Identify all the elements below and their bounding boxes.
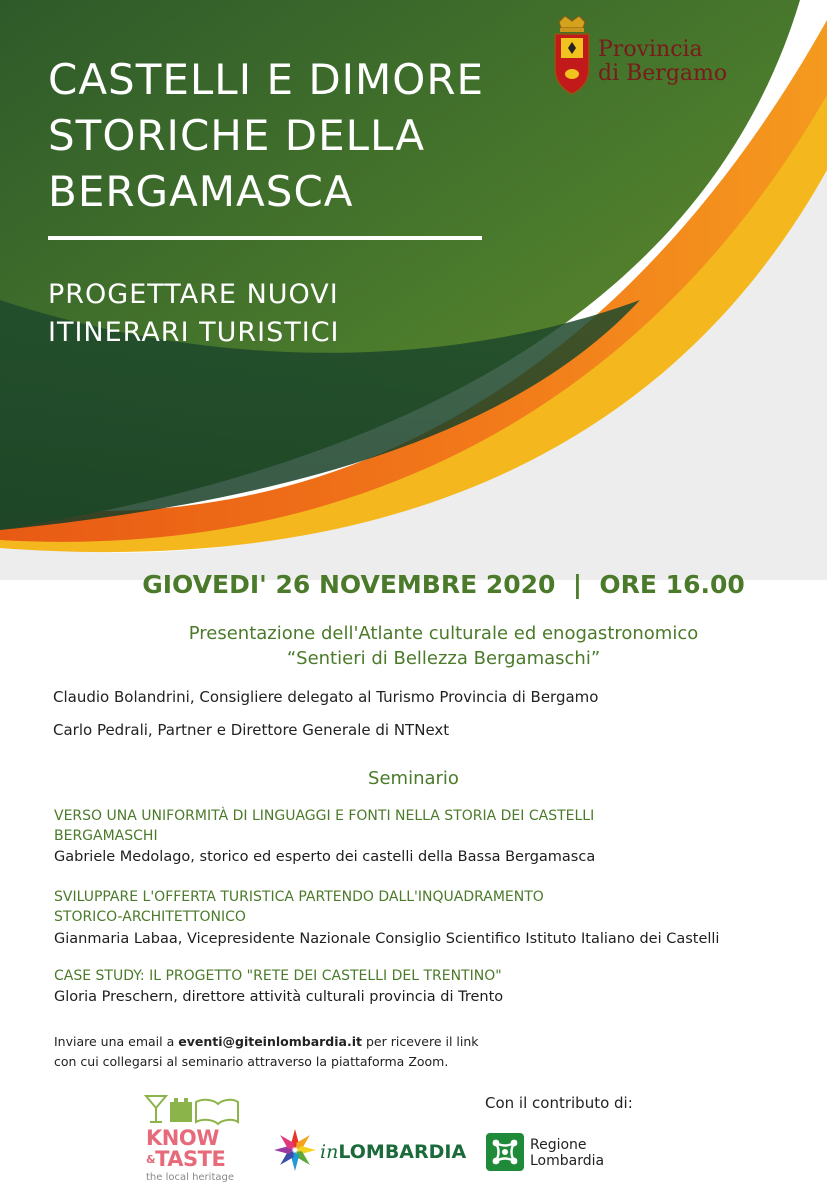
hero-white-corner [800, 0, 827, 20]
talk-title-line: STORICO-ARCHITETTONICO [54, 909, 246, 925]
rosa-camuna-icon [486, 1133, 524, 1171]
provincia-bergamo-logo [551, 14, 751, 98]
know-text: KNOW [146, 1126, 219, 1150]
know-taste-tagline: the local heritage [146, 1172, 234, 1183]
seminar-talk-speaker: Gianmaria Labaa, Vicepresidente Nazionale Consiglio Scientifico Istituto Italiano dei Castelli [54, 931, 720, 947]
contact-email-link[interactable]: eventi@giteinlombardia.it [178, 1034, 362, 1049]
presentation-line: Presentazione dell'Atlante culturale ed enogastronomico [188, 623, 699, 644]
know-taste-logo [144, 1092, 240, 1188]
event-title-line: STORICHE DELLA [48, 111, 426, 160]
event-subtitle-line: PROGETTARE NUOVI [48, 279, 339, 310]
amp-text: & [146, 1153, 156, 1166]
lombardia-text: LOMBARDIA [338, 1141, 467, 1163]
seminar-talk-title [54, 887, 774, 927]
event-subtitle-line: ITINERARI TURISTICI [48, 317, 340, 348]
coat-of-arms-icon [551, 14, 593, 96]
registration-info [54, 1032, 479, 1072]
seminar-talk-title [54, 966, 774, 986]
event-title-line: BERGAMASCA [48, 167, 354, 216]
event-date-time: GIOVEDI' 26 NOVEMBRE 2020 | ORE 16.00 [142, 570, 745, 599]
regione-text: Regione [530, 1137, 587, 1153]
seminar-talk-speaker: Gloria Preschern, direttore attività culturali provincia di Trento [54, 989, 504, 1005]
taste-text: TASTE [155, 1147, 226, 1171]
logo-line: Provincia [598, 37, 703, 62]
inlombardia-wordmark [320, 1141, 466, 1163]
talk-title-line: CASE STUDY: IL PROGETTO "RETE DEI CASTELLI DEL TRENTINO" [54, 968, 502, 984]
seminar-talk-speaker: Gabriele Medolago, storico ed esperto dei castelli della Bassa Bergamasca [54, 849, 596, 865]
talk-title-line: VERSO UNA UNIFORMITÀ DI LINGUAGGI E FONTI NELLA STORIA DEI CASTELLI [54, 808, 595, 824]
logo-wordmark [598, 38, 727, 86]
event-title [48, 52, 484, 220]
event-title-line: CASTELLI E DIMORE [48, 55, 485, 104]
info-text: Inviare una email a [54, 1034, 179, 1049]
title-divider [48, 236, 482, 240]
speaker-line: Carlo Pedrali, Partner e Direttore Generale di NTNext [53, 721, 450, 739]
in-text: in [320, 1141, 339, 1163]
colorful-star-icon [272, 1127, 318, 1173]
info-text: per ricevere il link [362, 1034, 479, 1049]
presentation-line: “Sentieri di Bellezza Bergamaschi” [286, 648, 601, 669]
regione-lombardia-logo [486, 1131, 626, 1175]
logo-line: di Bergamo [598, 61, 728, 86]
contribution-label: Con il contributo di: [485, 1094, 633, 1112]
seminar-heading: Seminario [368, 768, 459, 789]
know-taste-wordmark [146, 1128, 225, 1170]
inlombardia-logo [272, 1127, 468, 1175]
info-text: con cui collegarsi al seminario attraverso la piattaforma Zoom. [54, 1054, 449, 1069]
cocktail-castle-book-icon [144, 1092, 240, 1128]
regione-wordmark [530, 1137, 604, 1169]
talk-title-line: SVILUPPARE L'OFFERTA TURISTICA PARTENDO DALL'INQUADRAMENTO [54, 889, 544, 905]
talk-title-line: BERGAMASCHI [54, 828, 158, 844]
event-subtitle [48, 276, 340, 352]
speaker-line: Claudio Bolandrini, Consigliere delegato al Turismo Provincia di Bergamo [53, 688, 599, 706]
seminar-talk-title [54, 806, 774, 846]
lombardia-text: Lombardia [530, 1153, 605, 1169]
